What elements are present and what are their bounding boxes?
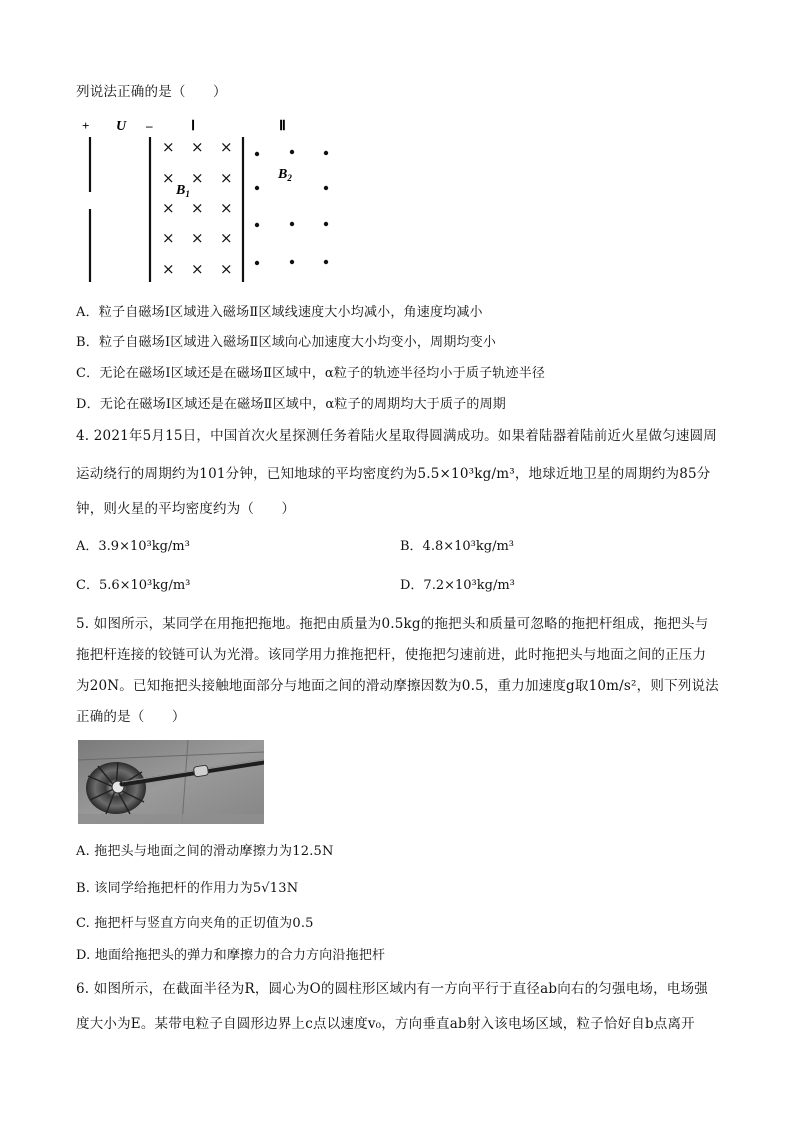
- q5-stem-line-1: 5. 如图所示，某同学在用拖把拖地。拖把由质量为0.5kg的拖把头和质量可忽略的拖把杆组成，拖把头与: [76, 616, 709, 632]
- field-into-page-mark: ×: [220, 199, 233, 217]
- minus-sign: –: [146, 118, 153, 133]
- q5-stem-line-4: 正确的是（ ）: [76, 709, 186, 725]
- q4-stem-line-3: 钟，则火星的平均密度约为（ ）: [76, 501, 296, 517]
- q4-stem-line-1: 4. 2021年5月15日，中国首次火星探测任务着陆火星取得圆满成功。如果着陆器着陆前近火星做匀速圆周: [76, 428, 717, 444]
- field-into-page-mark: ×: [220, 169, 233, 187]
- q5-option-d: D. 地面给拖把头的弹力和摩擦力的合力方向沿拖把杆: [76, 948, 386, 963]
- q4-option-b: B．4.8×10³kg/m³: [400, 539, 514, 554]
- field-into-page-mark: ×: [191, 199, 204, 217]
- field-into-page-mark: ×: [220, 260, 233, 278]
- field-into-page-mark: ×: [191, 260, 204, 278]
- region-1-label: Ⅰ: [191, 119, 196, 134]
- region-2-label: Ⅱ: [279, 119, 286, 134]
- q5-option-a: A. 拖把头与地面之间的滑动摩擦力为12.5N: [76, 844, 334, 859]
- field-into-page-mark: ×: [220, 229, 233, 247]
- q4-option-d: D．7.2×10³kg/m³: [400, 578, 515, 593]
- field-into-page-mark: ×: [191, 229, 204, 247]
- q5-option-c: C. 拖把杆与竖直方向夹角的正切值为0.5: [76, 916, 314, 931]
- b2-label: $B_2$: [278, 167, 292, 183]
- field-into-page-mark: ×: [162, 199, 175, 217]
- q6-stem-line-2: 度大小为E。某带电粒子自圆形边界上c点以速度v₀，方向垂直ab射入该电场区域，粒子恰好自b点离开: [76, 1016, 695, 1032]
- field-into-page-mark: ×: [191, 138, 204, 156]
- handle-clip: [193, 765, 208, 777]
- field-into-page-mark: ×: [191, 169, 204, 187]
- magnetic-field-figure: [76, 112, 346, 287]
- q4-option-c: C．5.6×10³kg/m³: [76, 578, 191, 593]
- q5-stem-line-3: 为20N。已知拖把头接触地面部分与地面之间的滑动摩擦因数为0.5，重力加速度g取10m/s²，则下列说法: [76, 678, 719, 694]
- q3-option-d: D．无论在磁场Ⅰ区域还是在磁场Ⅱ区域中，α粒子的周期均大于质子的周期: [76, 397, 506, 412]
- b1-label: $B_1$: [176, 183, 190, 199]
- field-into-page-mark: ×: [162, 169, 175, 187]
- q6-stem-line-1: 6. 如图所示，在截面半径为R，圆心为O的圆柱形区域内有一方向平行于直径ab向右的匀强电场，电场强: [76, 981, 708, 997]
- field-into-page-mark: ×: [162, 229, 175, 247]
- q3-option-b: B．粒子自磁场Ⅰ区域进入磁场Ⅱ区域向心加速度大小均变小，周期均变小: [76, 335, 497, 350]
- photo-bottom-strip: [78, 814, 264, 824]
- question3-stem-tail: 列说法正确的是（ ）: [76, 84, 227, 100]
- voltage-label: U: [116, 119, 127, 134]
- into-page-field-marks: [162, 138, 233, 278]
- q3-option-c: C．无论在磁场Ⅰ区域还是在磁场Ⅱ区域中，α粒子的轨迹半径均小于质子轨迹半径: [76, 366, 546, 381]
- q3-option-a: A．粒子自磁场Ⅰ区域进入磁场Ⅱ区域线速度大小均减小，角速度均减小: [76, 305, 483, 320]
- mop-photo: [78, 740, 264, 824]
- out-of-page-field-dots: [255, 150, 328, 265]
- field-into-page-mark: ×: [162, 260, 175, 278]
- field-into-page-mark: ×: [220, 138, 233, 156]
- q5-stem-line-2: 拖把杆连接的铰链可认为光滑。该同学用力推拖把杆，使拖把匀速前进，此时拖把头与地面之间的正压力: [76, 647, 707, 663]
- q5-option-b: B. 该同学给拖把杆的作用力为5√13N: [76, 881, 299, 896]
- field-into-page-mark: ×: [162, 138, 175, 156]
- q4-stem-line-2: 运动绕行的周期约为101分钟，已知地球的平均密度约为5.5×10³kg/m³，地球近地卫星的周期约为85分: [76, 466, 711, 482]
- q4-option-a: A．3.9×10³kg/m³: [76, 539, 190, 554]
- plus-sign: +: [82, 118, 90, 133]
